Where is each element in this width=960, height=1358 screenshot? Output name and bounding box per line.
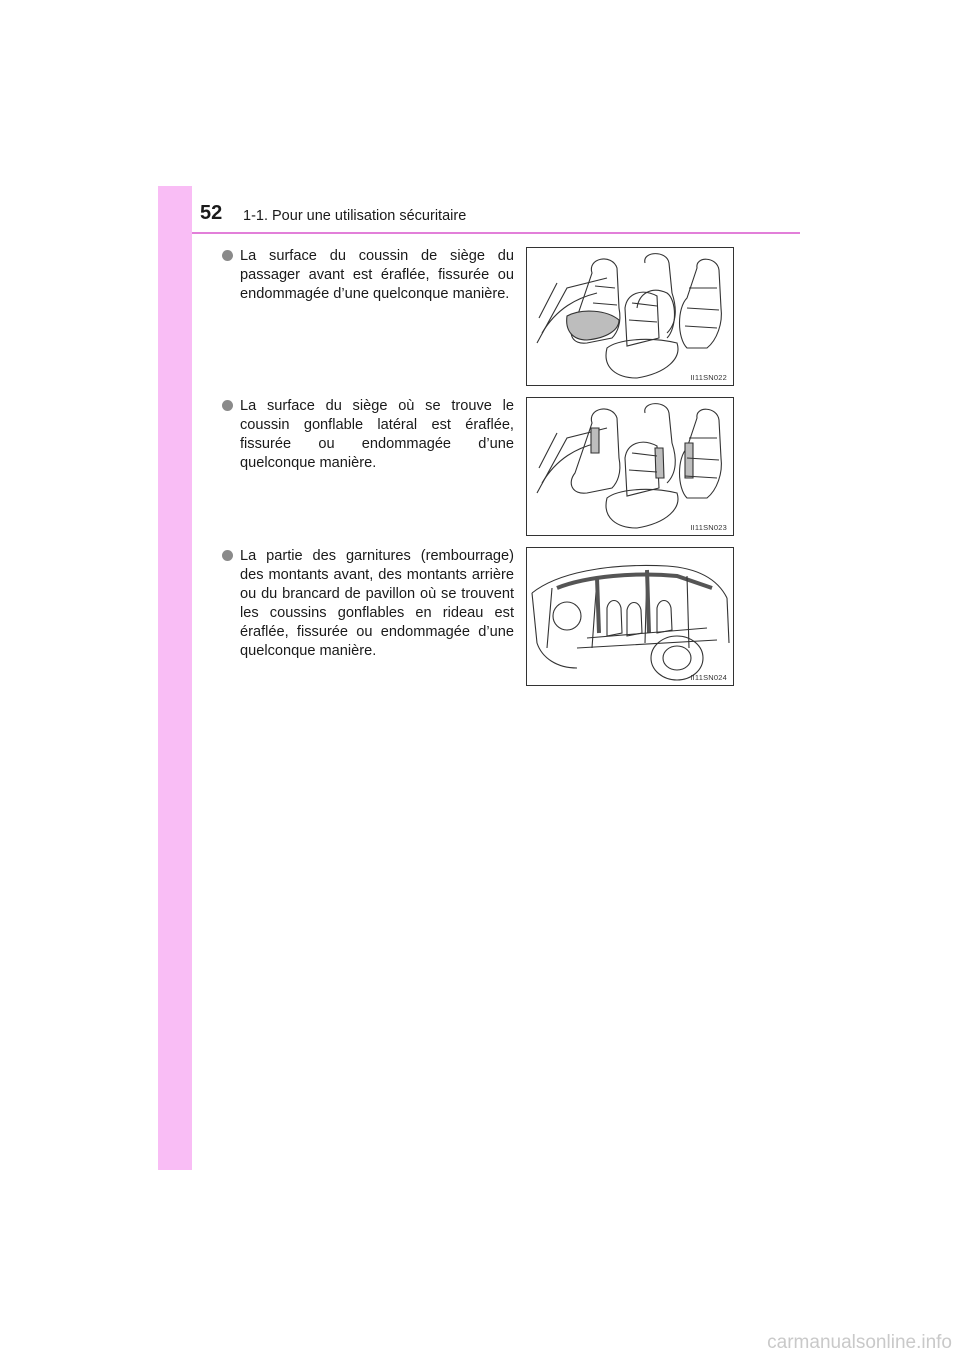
page-number: 52 <box>200 202 223 224</box>
list-item <box>222 547 514 661</box>
seat-illustration <box>527 248 733 385</box>
header-rule <box>192 232 800 234</box>
figure-code: II11SN024 <box>690 673 727 682</box>
bullet-icon <box>222 400 233 411</box>
item-text: La partie des garnitures (rembourrage) des montants avant, des montants arrière ou du brancard de pavillon où se trouvent les coussins gonflables en rideau est éraflée, fissurée ou endommagée d’une quelconque manière. <box>240 548 514 659</box>
figure-curtain-airbag <box>526 547 734 686</box>
seat-illustration <box>527 398 733 535</box>
item-text: La surface du coussin de siège du passager avant est éraflée, fissurée ou endommagée d’une quelconque manière. <box>240 248 514 302</box>
figure-code: II11SN022 <box>690 373 727 382</box>
section-title: 1-1. Pour une utilisation sécuritaire <box>243 208 467 224</box>
item-text: La surface du siège où se trouve le coussin gonflable latéral est éraflée, fissurée ou endommagée d’une quelconque manière. <box>240 398 514 471</box>
bullet-icon <box>222 550 233 561</box>
watermark: carmanualsonline.info <box>767 1332 952 1353</box>
figure-side-airbag-seat <box>526 397 734 536</box>
chapter-side-tab <box>158 186 192 1170</box>
figure-seat-cushion <box>526 247 734 386</box>
list-item <box>222 397 514 473</box>
list-item <box>222 247 514 304</box>
figure-code: II11SN023 <box>690 523 727 532</box>
vehicle-illustration <box>527 548 733 685</box>
bullet-icon <box>222 250 233 261</box>
